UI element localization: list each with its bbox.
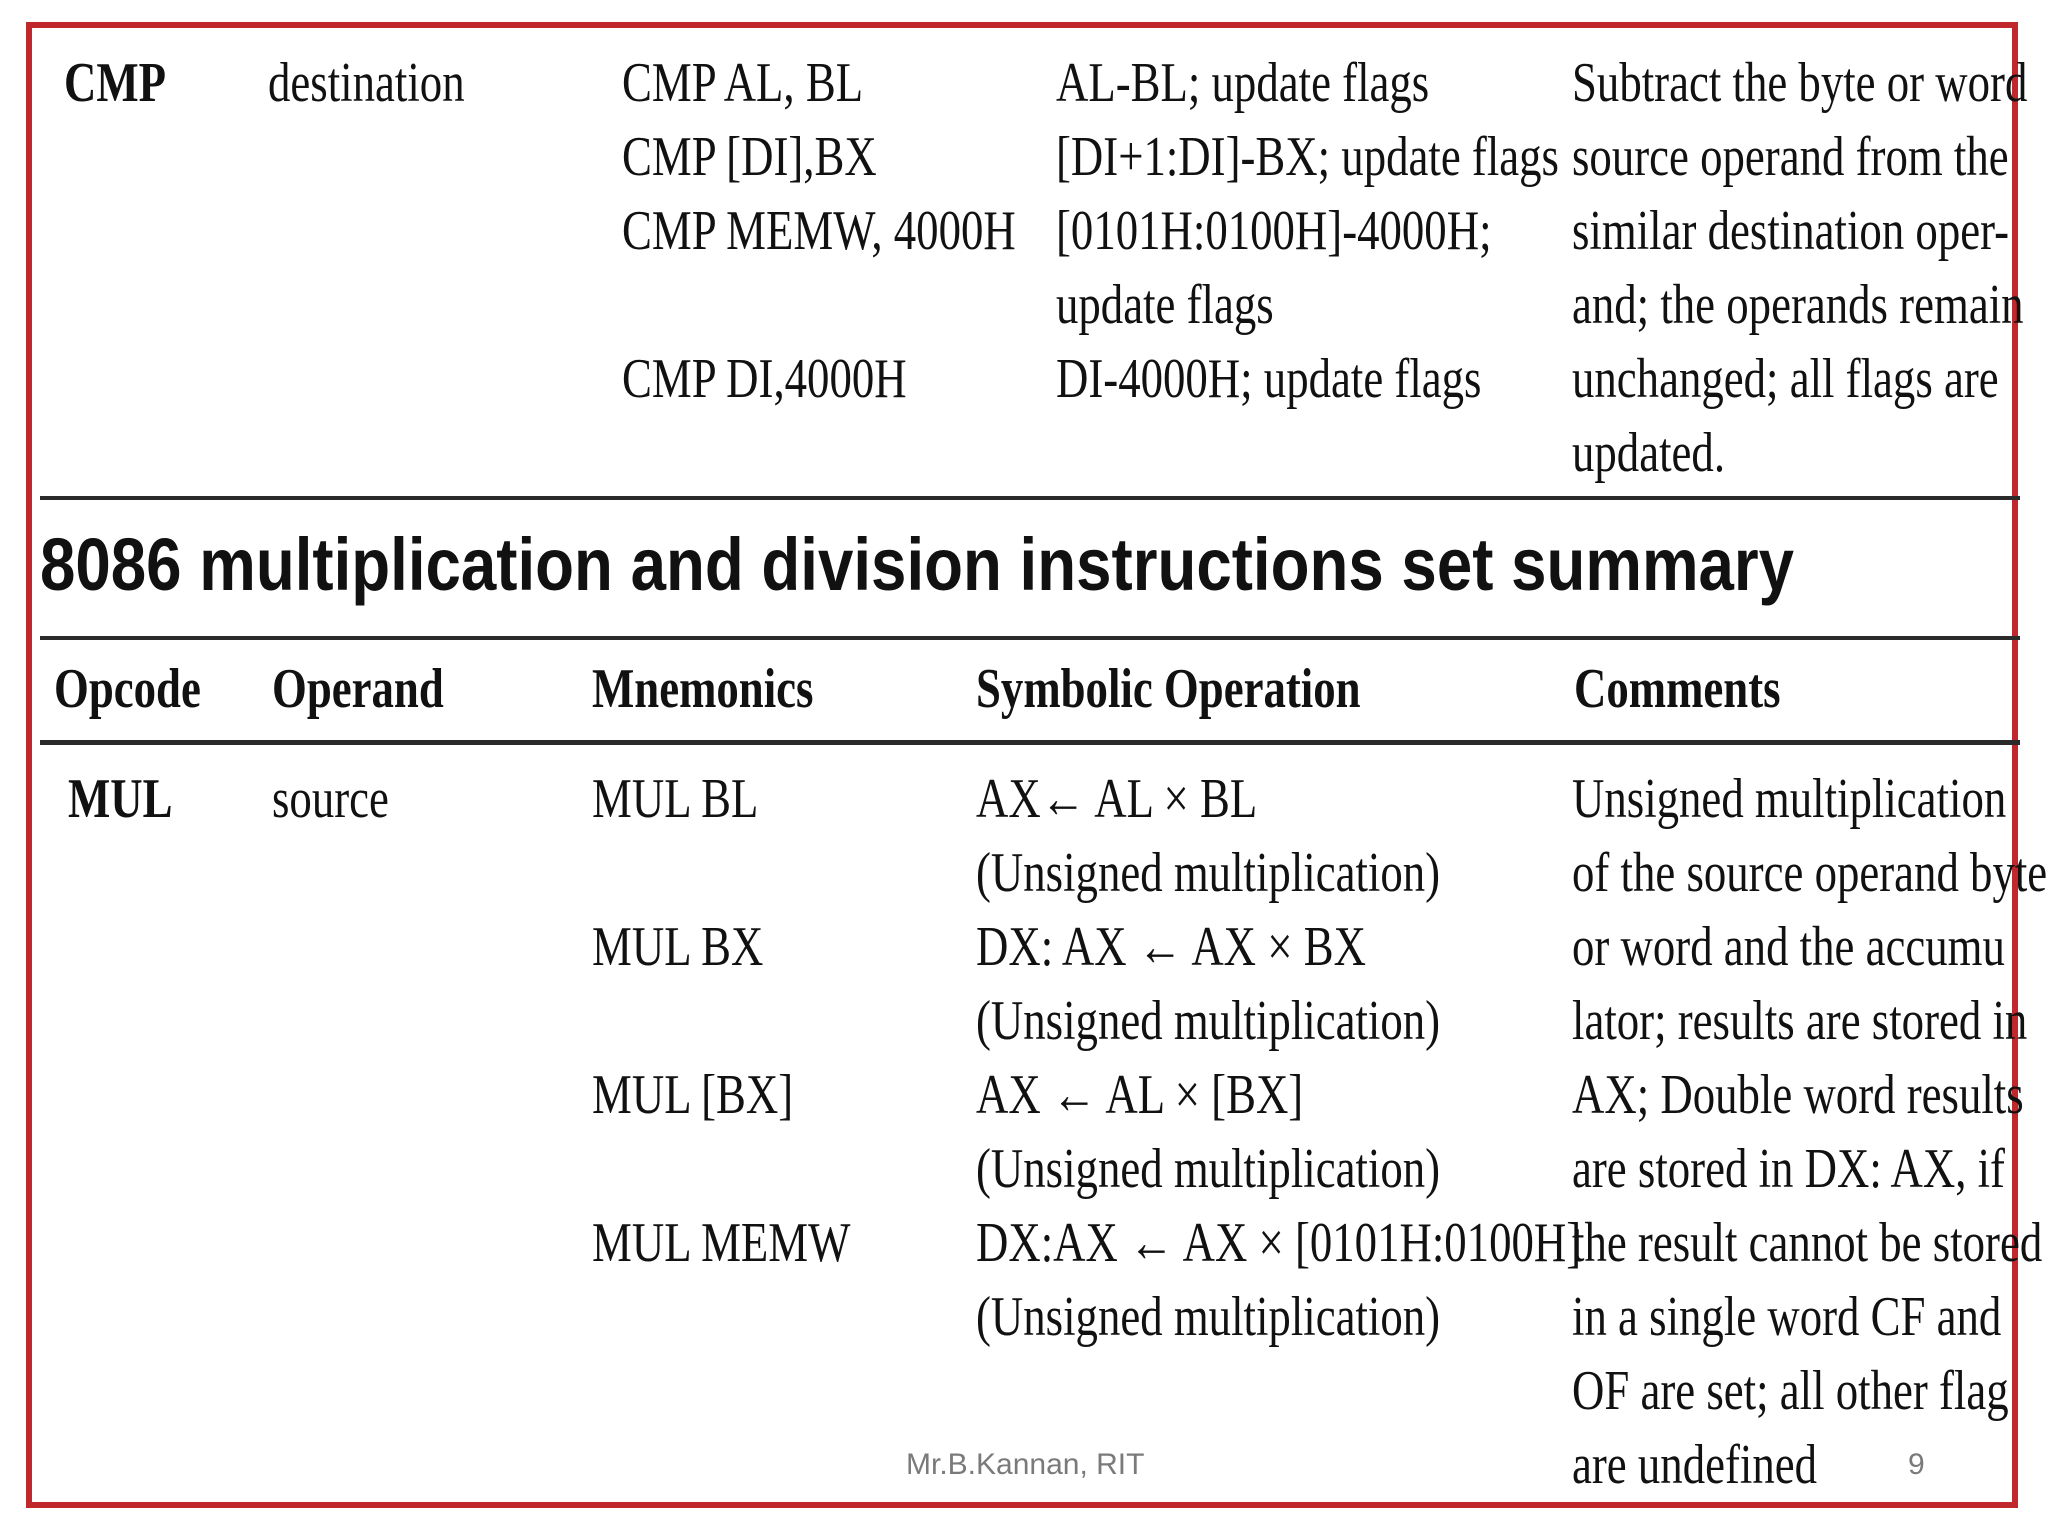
mul-operand: source [272, 768, 389, 830]
cmp-operation-1: AL-BL; update flags [1056, 52, 1430, 114]
cmp-mnemonic-2: CMP [DI],BX [622, 126, 877, 188]
divider-header [40, 740, 2020, 745]
mul-comment-4: lator; results are stored in [1572, 990, 2028, 1052]
mul-comment-10: are undefined [1572, 1434, 1818, 1496]
cmp-mnemonic-4: CMP DI,4000H [622, 348, 907, 410]
mul-operation-3: DX: AX ← AX × BX [976, 916, 1366, 978]
mul-operation-1: AX← AL × BL [976, 768, 1258, 830]
cmp-comment-2: source operand from the [1572, 126, 2009, 188]
mul-comment-8: in a single word CF and [1572, 1286, 2002, 1348]
cmp-mnemonic-1: CMP AL, BL [622, 52, 864, 114]
cmp-comment-3: similar destination oper- [1572, 200, 2010, 262]
cmp-comment-6: updated. [1572, 422, 1726, 484]
mul-mnemonic-3: MUL [BX] [592, 1064, 794, 1126]
mul-operation-5: AX ← AL × [BX] [976, 1064, 1304, 1126]
mul-comment-7: the result cannot be stored [1572, 1212, 2043, 1274]
header-symbolic-operation: Symbolic Operation [976, 658, 1361, 720]
mul-mnemonic-2: MUL BX [592, 916, 764, 978]
cmp-operand: destination [268, 52, 465, 114]
header-comments: Comments [1574, 658, 1781, 720]
mul-comment-6: are stored in DX: AX, if [1572, 1138, 2005, 1200]
mul-operation-4: (Unsigned multiplication) [976, 990, 1441, 1052]
section-title: 8086 multiplication and division instructions set summary [40, 523, 1795, 606]
mul-operation-8: (Unsigned multiplication) [976, 1286, 1441, 1348]
mul-opcode: MUL [68, 768, 173, 830]
cmp-operation-4: update flags [1056, 274, 1274, 336]
cmp-comment-5: unchanged; all flags are [1572, 348, 1999, 410]
mul-comment-5: AX; Double word results [1572, 1064, 2024, 1126]
header-opcode: Opcode [54, 658, 201, 720]
mul-operation-7: DX:AX ← AX × [0101H:0100H] [976, 1212, 1582, 1274]
divider-top [40, 496, 2020, 500]
mul-operation-6: (Unsigned multiplication) [976, 1138, 1441, 1200]
cmp-comment-4: and; the operands remain [1572, 274, 2024, 336]
cmp-operation-2: [DI+1:DI]-BX; update flags [1056, 126, 1559, 188]
cmp-comment-1: Subtract the byte or word [1572, 52, 2028, 114]
page-number: 9 [1908, 1448, 1925, 1481]
footer-author: Mr.B.Kannan, RIT [906, 1448, 1145, 1481]
mul-comment-3: or word and the accumu [1572, 916, 2005, 978]
mul-comment-9: OF are set; all other flag [1572, 1360, 2009, 1422]
cmp-mnemonic-3: CMP MEMW, 4000H [622, 200, 1016, 262]
cmp-operation-5: DI-4000H; update flags [1056, 348, 1482, 410]
mul-mnemonic-4: MUL MEMW [592, 1212, 851, 1274]
mul-comment-1: Unsigned multiplication [1572, 768, 2007, 830]
header-operand: Operand [272, 658, 444, 720]
mul-mnemonic-1: MUL BL [592, 768, 759, 830]
mul-operation-2: (Unsigned multiplication) [976, 842, 1441, 904]
mul-comment-2: of the source operand byte [1572, 842, 2048, 904]
divider-title [40, 636, 2020, 640]
header-mnemonics: Mnemonics [592, 658, 814, 720]
cmp-opcode: CMP [64, 52, 167, 114]
cmp-operation-3: [0101H:0100H]-4000H; [1056, 200, 1492, 262]
